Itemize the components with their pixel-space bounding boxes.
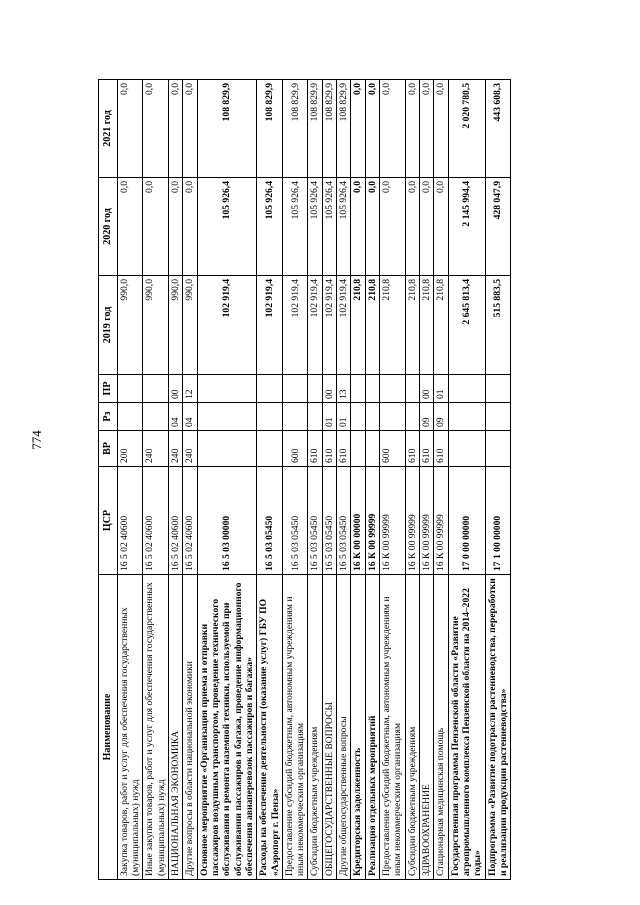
cell-2020: 105 926,4 [282,178,308,276]
cell-name: Иные закупки товаров, работ и услуг для обеспечения государственных (муниципальных) нужд [143,575,169,880]
header-csr: ЦСР [99,467,118,575]
cell-2021: 0,0 [434,80,448,178]
cell-rz [485,403,511,431]
cell-2020: 0,0 [169,178,183,276]
cell-name: Субсидии бюджетным учреждениям [308,575,322,880]
cell-pr: 13 [337,375,351,403]
cell-rz: 01 [337,403,351,431]
cell-csr: 16 5 02 40600 [143,467,169,575]
cell-rz [257,403,283,431]
cell-pr [405,375,419,403]
cell-pr [365,375,379,403]
cell-2021: 443 608,3 [485,80,511,178]
cell-pr [257,375,283,403]
cell-vr: 610 [434,431,448,467]
cell-csr: 16 К 00 00000 [351,467,365,575]
cell-name: Реализация отдельных мероприятий [365,575,379,880]
cell-name: Кредиторская задолженность [351,575,365,880]
table-row [169,80,183,880]
cell-csr: 16 5 03 05450 [337,467,351,575]
cell-2019: 210,8 [365,276,379,375]
cell-rz [308,403,322,431]
header-name: Наименование [99,575,118,880]
cell-2021: 0,0 [380,80,406,178]
header-vr: ВР [99,431,118,467]
cell-vr [485,431,511,467]
cell-name: Закупка товаров, работ и услуг для обеспечения государственных (муниципальных) нужд [117,575,143,880]
cell-2020: 0,0 [143,178,169,276]
cell-pr: 00 [419,375,433,403]
cell-pr [380,375,406,403]
cell-vr: 610 [322,431,336,467]
cell-2021: 0,0 [405,80,419,178]
cell-vr: 240 [143,431,169,467]
cell-2021: 0,0 [117,80,143,178]
cell-2020: 428 047,9 [485,178,511,276]
cell-2021: 0,0 [183,80,197,178]
cell-pr [197,375,257,403]
cell-2021: 0,0 [419,80,433,178]
cell-pr: 00 [169,375,183,403]
cell-rz [282,403,308,431]
cell-2019: 210,8 [419,276,433,375]
cell-2020: 2 145 994,4 [448,178,485,276]
cell-csr: 16 5 02 40600 [169,467,183,575]
cell-rz [405,403,419,431]
cell-rz: 04 [169,403,183,431]
cell-2020: 0,0 [419,178,433,276]
cell-vr: 610 [337,431,351,467]
cell-csr: 16 5 02 40600 [183,467,197,575]
table-row [337,80,351,880]
cell-vr: 240 [183,431,197,467]
cell-2021: 108 829,9 [308,80,322,178]
cell-pr: 01 [434,375,448,403]
cell-csr: 16 К 00 99999 [405,467,419,575]
cell-name: Предоставление субсидий бюджетным, автономным учреждениям и иным некоммерческим организациям [380,575,406,880]
cell-name: ЗДРАВООХРАНЕНИЕ [419,575,433,880]
cell-vr: 600 [380,431,406,467]
cell-rz: 09 [419,403,433,431]
cell-2021: 0,0 [351,80,365,178]
cell-csr: 16 5 03 05450 [308,467,322,575]
cell-rz: 09 [434,403,448,431]
cell-rz [143,403,169,431]
cell-2021: 108 829,9 [257,80,283,178]
page-number: 774 [29,430,44,450]
cell-csr: 16 К 00 99999 [434,467,448,575]
cell-name: Другие вопросы в области национальной экономики [183,575,197,880]
cell-2020: 105 926,4 [197,178,257,276]
cell-csr: 16 5 03 00000 [197,467,257,575]
table-row [365,80,379,880]
cell-pr [448,375,485,403]
header-2020: 2020 год [99,178,118,276]
cell-2021: 108 829,9 [282,80,308,178]
cell-vr: 600 [282,431,308,467]
cell-2021: 0,0 [169,80,183,178]
cell-pr [308,375,322,403]
cell-csr: 16 К 00 99999 [380,467,406,575]
cell-2020: 0,0 [351,178,365,276]
cell-2021: 0,0 [143,80,169,178]
cell-pr: 00 [322,375,336,403]
cell-rz [365,403,379,431]
table-row [405,80,419,880]
cell-2020: 105 926,4 [337,178,351,276]
header-2019: 2019 год [99,276,118,375]
cell-csr: 16 5 03 05450 [257,467,283,575]
cell-name: Основное мероприятие «Организация приема и отправки пассажиров воздушным транспортом, проведение технического обслуживания и ремонта наземной техники, используемой при обслуживании пассажиров и багажа, проведение информационного обеспечения авиаперевозок пассажиров и багажа» [197,575,257,880]
header-pr: ПР [99,375,118,403]
header-rz: Рз [99,403,118,431]
cell-2019: 990,0 [143,276,169,375]
cell-2021: 108 829,9 [322,80,336,178]
cell-vr [257,431,283,467]
cell-2019: 990,0 [117,276,143,375]
cell-2020: 0,0 [365,178,379,276]
cell-pr [282,375,308,403]
cell-2021: 108 829,9 [337,80,351,178]
cell-2020: 0,0 [405,178,419,276]
table-row [282,80,308,880]
cell-pr [143,375,169,403]
cell-pr [117,375,143,403]
table-row [351,80,365,880]
header-2021: 2021 год [99,80,118,178]
cell-2019: 210,8 [434,276,448,375]
cell-name: Субсидии бюджетным учреждениям [405,575,419,880]
cell-name: НАЦИОНАЛЬНАЯ ЭКОНОМИКА [169,575,183,880]
cell-2019: 210,8 [380,276,406,375]
cell-2020: 0,0 [117,178,143,276]
cell-vr [448,431,485,467]
cell-rz [197,403,257,431]
cell-csr: 16 К 00 99999 [365,467,379,575]
cell-2020: 105 926,4 [257,178,283,276]
table-row [183,80,197,880]
cell-csr: 17 1 00 00000 [485,467,511,575]
cell-2020: 0,0 [380,178,406,276]
rotated-table-container [98,80,610,880]
cell-vr: 610 [419,431,433,467]
cell-2020: 0,0 [183,178,197,276]
cell-2019: 102 919,4 [282,276,308,375]
cell-2019: 102 919,4 [322,276,336,375]
cell-rz [448,403,485,431]
table-row [197,80,257,880]
cell-pr: 12 [183,375,197,403]
cell-2019: 990,0 [169,276,183,375]
cell-vr: 610 [308,431,322,467]
cell-2019: 102 919,4 [308,276,322,375]
cell-rz: 04 [183,403,197,431]
header-row [99,80,118,880]
table-row [485,80,511,880]
table-row [257,80,283,880]
cell-pr [485,375,511,403]
cell-2019: 990,0 [183,276,197,375]
cell-csr: 16 5 03 05450 [282,467,308,575]
cell-csr: 17 0 00 00000 [448,467,485,575]
cell-csr: 16 5 03 05450 [322,467,336,575]
cell-vr [351,431,365,467]
table-row [380,80,406,880]
table-row [419,80,433,880]
cell-name: ОБЩЕГОСУДАРСТВЕННЫЕ ВОПРОСЫ [322,575,336,880]
cell-2019: 210,8 [351,276,365,375]
cell-2019: 102 919,4 [337,276,351,375]
cell-rz [117,403,143,431]
cell-2019: 515 883,5 [485,276,511,375]
cell-rz: 01 [322,403,336,431]
cell-csr: 16 К 00 99999 [419,467,433,575]
cell-rz [351,403,365,431]
cell-csr: 16 5 02 40600 [117,467,143,575]
cell-2021: 2 020 780,5 [448,80,485,178]
table-row [117,80,143,880]
cell-name: Стационарная медицинская помощь [434,575,448,880]
table-row [143,80,169,880]
cell-name: Предоставление субсидий бюджетным, автономным учреждениям и иным некоммерческим организациям [282,575,308,880]
table-body [117,80,510,880]
cell-name: Подпрограмма «Развитие подотрасли растениеводства, переработки и реализации продукции растениеводства» [485,575,511,880]
cell-name: Другие общегосударственные вопросы [337,575,351,880]
cell-2021: 108 829,9 [197,80,257,178]
cell-rz [380,403,406,431]
cell-2019: 102 919,4 [257,276,283,375]
cell-vr: 610 [405,431,419,467]
cell-name: Расходы на обеспечение деятельности (оказание услуг) ГБУ ПО «Аэропорт г. Пенза» [257,575,283,880]
cell-2020: 105 926,4 [308,178,322,276]
cell-2019: 2 645 813,4 [448,276,485,375]
cell-2020: 105 926,4 [322,178,336,276]
cell-vr [365,431,379,467]
budget-table [98,79,511,880]
cell-2020: 0,0 [434,178,448,276]
cell-2019: 210,8 [405,276,419,375]
cell-2021: 0,0 [365,80,379,178]
cell-pr [351,375,365,403]
table-row [322,80,336,880]
cell-vr: 200 [117,431,143,467]
cell-2019: 102 919,4 [197,276,257,375]
table-row [448,80,485,880]
table-row [434,80,448,880]
cell-name: Государственная программа Пензенской области «Развитие агропромышленного комплекса Пензенской области на 2014–2022 годы» [448,575,485,880]
cell-vr: 240 [169,431,183,467]
cell-vr [197,431,257,467]
table-row [308,80,322,880]
